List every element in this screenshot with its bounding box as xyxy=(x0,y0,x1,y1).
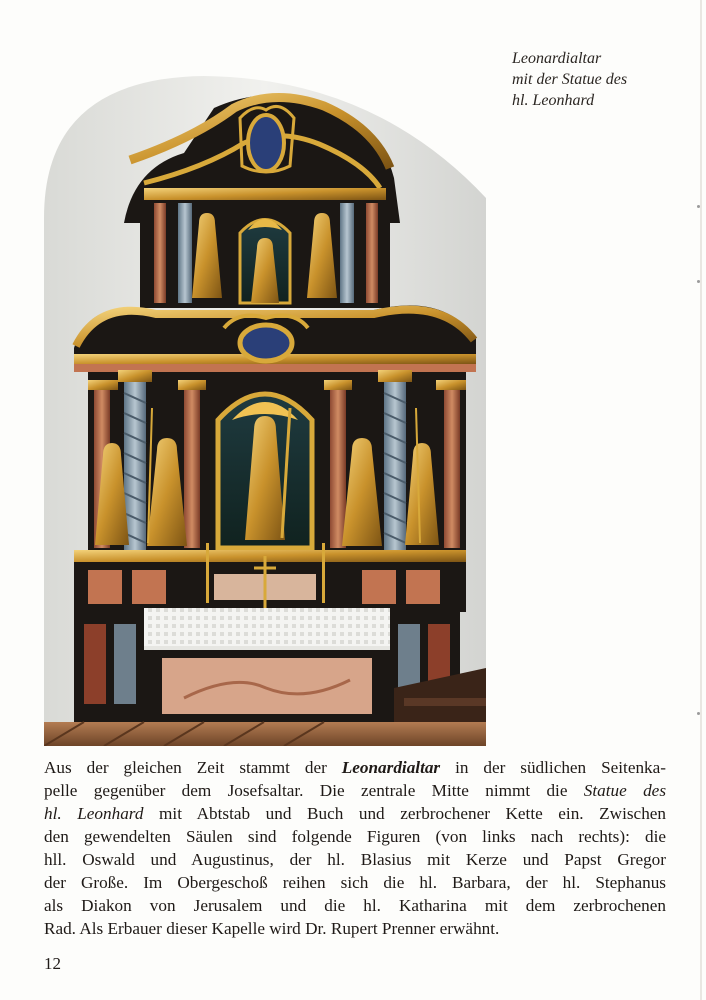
page-number: 12 xyxy=(44,954,61,973)
altar-name: Leonardialtar xyxy=(341,758,441,777)
dust-speck xyxy=(697,205,700,208)
text-run: in der südlichen Seitenka- xyxy=(440,758,666,777)
text-run: pelle gegenüber dem Josefsaltar. Die zentrale Mitte nimmt die xyxy=(44,781,584,800)
body-line-8: Rad. Als Erbauer dieser Kapelle wird Dr. Rupert Prenner erwähnt. xyxy=(44,919,500,938)
dust-speck xyxy=(697,280,700,283)
caption-line-3: hl. Leonhard xyxy=(512,92,595,109)
body-line-3 xyxy=(44,802,666,825)
body-line-4: den gewendelten Säulen sind folgende Figuren (von links nach rechts): die xyxy=(44,827,666,846)
body-paragraph xyxy=(44,756,666,940)
caption-line-2: mit der Statue des xyxy=(512,71,628,88)
body-line-7: als Diakon von Jerusalem und die hl. Katharina mit dem zerbrochenen xyxy=(44,896,666,915)
body-line-1 xyxy=(44,756,666,779)
page-edge xyxy=(700,0,702,1000)
body-line-6: der Große. Im Obergeschoß reihen sich die hl. Barbara, der hl. Stephanus xyxy=(44,873,666,892)
text-run: Aus der gleichen Zeit stammt der xyxy=(44,758,342,777)
body-line-2 xyxy=(44,779,666,802)
dust-speck xyxy=(697,712,700,715)
caption-line-1: Leonardialtar xyxy=(512,50,602,67)
statue-title-part-1: Statue des xyxy=(583,781,667,800)
body-line-5: hll. Oswald und Augustinus, der hl. Blasius mit Kerze und Papst Gregor xyxy=(44,850,666,869)
text-run: mit Abtstab und Buch und zerbrochener Kette ein. Zwischen xyxy=(143,804,667,823)
altar-photo xyxy=(44,48,486,746)
photo-caption xyxy=(512,48,682,111)
statue-title-part-2: hl. Leonhard xyxy=(44,804,144,823)
